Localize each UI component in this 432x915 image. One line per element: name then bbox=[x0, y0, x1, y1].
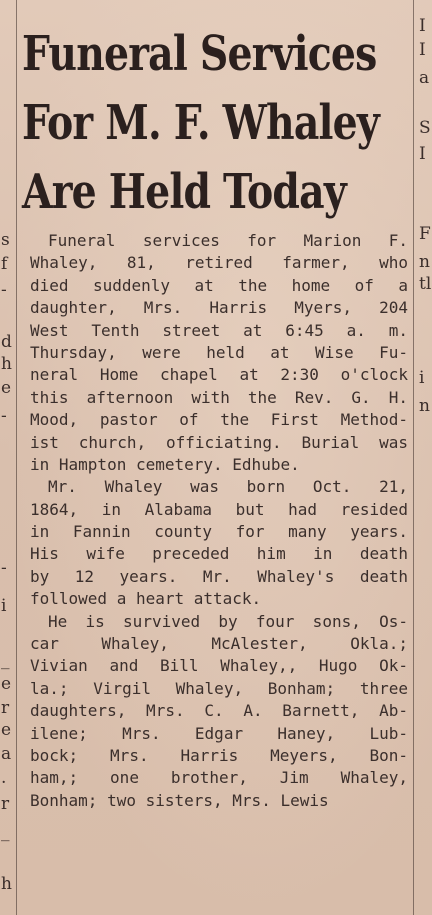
article-line: ilene; Mrs. Edgar Haney, Lub- bbox=[30, 723, 408, 743]
left-edge-fragment: h bbox=[1, 354, 12, 374]
left-edge-fragment: h bbox=[1, 874, 12, 894]
right-edge-fragment: I bbox=[419, 16, 426, 36]
headline-line: Are Held Today bbox=[22, 164, 346, 220]
left-edge-fragment: - bbox=[1, 406, 7, 426]
left-edge-fragment: . bbox=[1, 768, 7, 788]
article-line: this afternoon with the Rev. G. H. bbox=[30, 387, 408, 407]
article-line: car Whaley, McAlester, Okla.; bbox=[30, 634, 408, 654]
left-edge-fragment: s bbox=[1, 230, 10, 250]
article-line: Vivian and Bill Whaley,, Hugo Ok- bbox=[30, 656, 408, 676]
article-line: neral Home chapel at 2:30 o'clock bbox=[30, 365, 408, 385]
left-edge-fragment: e bbox=[1, 674, 12, 694]
article-line: daughters, Mrs. C. A. Barnett, Ab- bbox=[30, 701, 408, 721]
article-line: ham,; one brother, Jim Whaley, bbox=[30, 768, 408, 788]
article-line: bock; Mrs. Harris Meyers, Bon- bbox=[30, 745, 408, 765]
headline-line: For M. F. Whaley bbox=[22, 95, 379, 151]
article-body bbox=[30, 230, 408, 812]
right-edge-fragment: i bbox=[419, 368, 425, 388]
left-column-rule bbox=[16, 0, 17, 915]
left-edge-fragment: a bbox=[1, 744, 12, 764]
right-edge-fragment: I bbox=[419, 144, 426, 164]
article-line: 1864, in Alabama but had resided bbox=[30, 499, 408, 519]
article-line: la.; Virgil Whaley, Bonham; three bbox=[30, 678, 408, 698]
left-edge-fragment: _ bbox=[1, 650, 10, 670]
article-line: His wife preceded him in death bbox=[30, 544, 408, 564]
left-edge-fragment: - bbox=[1, 280, 7, 300]
left-edge-fragment: i bbox=[1, 596, 7, 616]
left-edge-fragment: - bbox=[1, 558, 7, 578]
left-edge-fragment: f bbox=[1, 254, 8, 274]
article-line: followed a heart attack. bbox=[30, 589, 262, 609]
article-line: Mr. Whaley was born Oct. 21, bbox=[48, 477, 408, 497]
article-line: Whaley, 81, retired farmer, who bbox=[30, 253, 408, 273]
left-edge-fragment: r bbox=[1, 794, 10, 814]
left-edge-fragment: e bbox=[1, 378, 12, 398]
article-line: daughter, Mrs. Harris Myers, 204 bbox=[30, 298, 408, 318]
headline bbox=[22, 20, 407, 227]
right-column-fragments bbox=[418, 0, 432, 915]
article-line: by 12 years. Mr. Whaley's death bbox=[30, 566, 408, 586]
article-line: died suddenly at the home of a bbox=[30, 275, 408, 295]
left-column-fragments bbox=[0, 0, 15, 915]
article-line: in Fannin county for many years. bbox=[30, 522, 408, 542]
article-line: Thursday, were held at Wise Fu- bbox=[30, 342, 408, 362]
article-line: West Tenth street at 6:45 a. m. bbox=[30, 320, 408, 340]
right-edge-fragment: F bbox=[419, 224, 431, 244]
right-edge-fragment: n bbox=[419, 396, 430, 416]
right-column-rule bbox=[413, 0, 414, 915]
right-edge-fragment: n bbox=[419, 252, 430, 272]
left-edge-fragment: r bbox=[1, 698, 10, 718]
article-line: Bonham; two sisters, Mrs. Lewis bbox=[30, 790, 329, 810]
article-line: Funeral services for Marion F. bbox=[48, 231, 408, 250]
right-edge-fragment: S bbox=[419, 118, 431, 138]
article-line: ist church, officiating. Burial was bbox=[30, 432, 408, 452]
right-edge-fragment: a bbox=[419, 68, 430, 88]
left-edge-fragment: e bbox=[1, 720, 12, 740]
left-edge-fragment: _ bbox=[1, 822, 10, 842]
right-edge-fragment: I bbox=[419, 40, 426, 60]
article-line: in Hampton cemetery. Edhube. bbox=[30, 454, 300, 474]
headline-line: Funeral Services bbox=[22, 26, 377, 82]
article-line: Mood, pastor of the First Method- bbox=[30, 410, 408, 430]
article-line: He is survived by four sons, Os- bbox=[48, 611, 408, 631]
left-edge-fragment: d bbox=[1, 332, 12, 352]
right-edge-fragment: tl bbox=[419, 274, 432, 294]
